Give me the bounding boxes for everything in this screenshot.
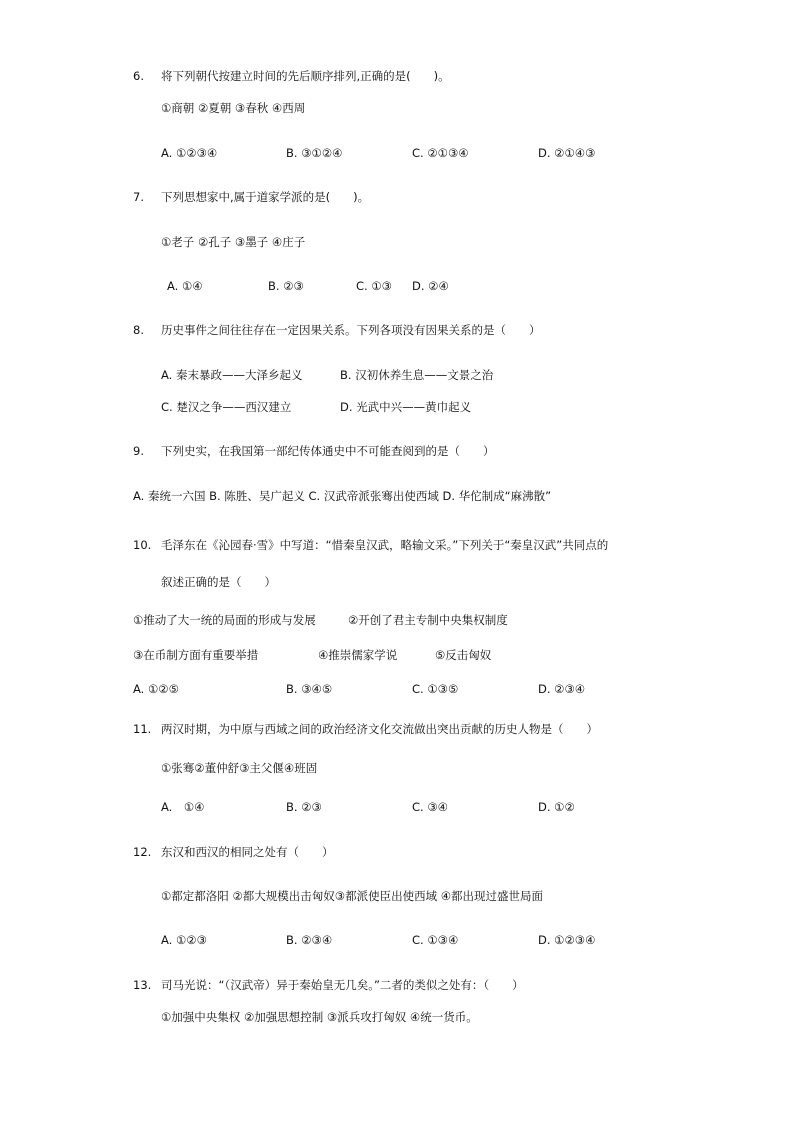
q12-items: ①都定都洛阳 ②都大规模出击匈奴③都派使臣出使西域 ④都出现过盛世局面 xyxy=(161,889,544,903)
q13-items: ①加强中央集权 ②加强思想控制 ③派兵攻打匈奴 ④统一货币。 xyxy=(161,1010,478,1024)
q11-option-c: C. ③④ xyxy=(412,800,448,814)
q6-option-d: D. ②①④③ xyxy=(538,146,596,160)
q9-stem: 下列史实，在我国第一部纪传体通史中不可能查阅到的是（ ） xyxy=(161,444,495,458)
q10-item-3: ③在币制方面有重要举措 xyxy=(133,648,259,662)
q8-number: 8. xyxy=(133,323,144,337)
q11-option-d: D. ①② xyxy=(538,800,575,814)
q6-option-c: C. ②①③④ xyxy=(412,146,469,160)
q10-option-d: D. ②③④ xyxy=(538,682,586,696)
q7-option-a: A. ①④ xyxy=(167,279,203,293)
q12-number: 12. xyxy=(133,845,152,859)
q12-option-b: B. ②③④ xyxy=(286,933,333,947)
q10-item-5: ⑤反击匈奴 xyxy=(435,648,492,662)
q11-number: 11. xyxy=(133,722,152,736)
q10-item-1: ①推动了大一统的局面的形成与发展 xyxy=(133,613,316,627)
q6-number: 6. xyxy=(133,69,144,83)
q7-option-c: C. ①③ xyxy=(356,279,392,293)
q10-item-2: ②开创了君主专制中央集权制度 xyxy=(348,613,508,627)
q7-option-b: B. ②③ xyxy=(268,279,304,293)
q8-option-c: C. 楚汉之争——西汉建立 xyxy=(161,400,292,414)
q11-option-a: A. ①④ xyxy=(161,800,205,814)
q8-option-b: B. 汉初休养生息——文景之治 xyxy=(340,368,494,382)
q9-number: 9. xyxy=(133,444,144,458)
q13-stem: 司马光说：“（汉武帝）异于秦始皇无几矣。”二者的类似之处有：（ ） xyxy=(161,978,524,992)
q13-number: 13. xyxy=(133,978,152,992)
q8-option-d: D. 光武中兴——黄巾起义 xyxy=(340,400,472,414)
q12-option-c: C. ①③④ xyxy=(412,933,459,947)
q10-item-4: ④推崇儒家学说 xyxy=(318,648,398,662)
q11-items: ①张骞②董仲舒③主父偃④班固 xyxy=(161,761,318,775)
q11-option-b: B. ②③ xyxy=(286,800,322,814)
q10-option-c: C. ①③⑤ xyxy=(412,682,459,696)
q9-options: A. 秦统一六国 B. 陈胜、吴广起义 C. 汉武帝派张骞出使西域 D. 华佗制成“麻沸散” xyxy=(133,489,552,503)
q7-items: ①老子 ②孔子 ③墨子 ④庄子 xyxy=(161,235,306,249)
q6-option-a: A. ①②③④ xyxy=(161,146,218,160)
q6-stem: 将下列朝代按建立时间的先后顺序排列,正确的是( )。 xyxy=(161,69,450,83)
q7-stem: 下列思想家中,属于道家学派的是( )。 xyxy=(161,190,370,204)
q8-option-a: A. 秦末暴政——大泽乡起义 xyxy=(161,368,303,382)
q12-stem: 东汉和西汉的相同之处有（ ） xyxy=(161,845,334,859)
q6-items: ①商朝 ②夏朝 ③春秋 ④西周 xyxy=(161,101,306,115)
q10-stem-cont: 叙述正确的是（ ） xyxy=(161,575,276,589)
q12-option-d: D. ①②③④ xyxy=(538,933,596,947)
q10-stem: 毛泽东在《沁园春·雪》中写道：“惜秦皇汉武，略输文采。”下列关于“秦皇汉武”共同点的 xyxy=(161,538,609,552)
q10-option-b: B. ③④⑤ xyxy=(286,682,333,696)
q10-number: 10. xyxy=(133,538,152,552)
q8-stem: 历史事件之间往往存在一定因果关系。下列各项没有因果关系的是（ ） xyxy=(161,323,541,337)
q7-number: 7. xyxy=(133,190,144,204)
q10-option-a: A. ①②⑤ xyxy=(133,682,179,696)
q6-option-b: B. ③①②④ xyxy=(286,146,343,160)
q12-option-a: A. ①②③ xyxy=(161,933,207,947)
q11-stem: 两汉时期，为中原与西域之间的政治经济文化交流做出突出贡献的历史人物是（ ） xyxy=(161,722,598,736)
q7-option-d: D. ②④ xyxy=(412,279,449,293)
